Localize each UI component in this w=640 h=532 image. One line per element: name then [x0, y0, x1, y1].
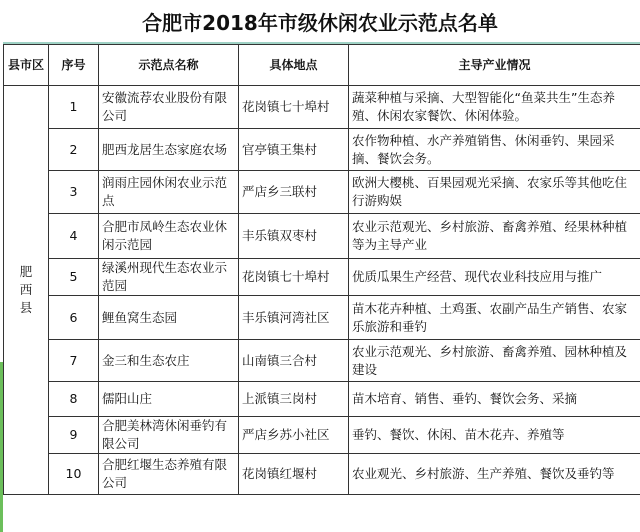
header-location: 具体地点	[239, 45, 349, 86]
site-name-cell: 合肥美林湾休闲垂钓有限公司	[99, 417, 239, 454]
location-cell: 上派镇三岗村	[239, 382, 349, 417]
document-title: 合肥市2018年市级休闲农业示范点名单	[142, 11, 498, 35]
industry-cell: 农作物种植、水产养殖销售、休闲垂钓、果园采摘、餐饮会务。	[349, 129, 640, 171]
table-row	[4, 382, 640, 417]
location-cell: 花岗镇红堰村	[239, 454, 349, 495]
seq-cell: 8	[49, 382, 99, 417]
site-name-cell: 绿溪州现代生态农业示范园	[99, 259, 239, 296]
seq-cell: 10	[49, 454, 99, 495]
industry-cell: 欧洲大樱桃、百果园观光采摘、农家乐等其他吃住行游购娱	[349, 171, 640, 214]
table-row	[4, 340, 640, 382]
location-cell: 山南镇三合村	[239, 340, 349, 382]
seq-cell: 1	[49, 86, 99, 129]
location-cell: 严店乡苏小社区	[239, 417, 349, 454]
table-row	[4, 296, 640, 340]
seq-cell: 5	[49, 259, 99, 296]
site-name-cell: 儒阳山庄	[99, 382, 239, 417]
seq-cell: 3	[49, 171, 99, 214]
industry-cell: 垂钓、餐饮、休闲、苗木花卉、养殖等	[349, 417, 640, 454]
table-row	[4, 129, 640, 171]
seq-cell: 2	[49, 129, 99, 171]
header-industry: 主导产业情况	[349, 45, 640, 86]
table-row	[4, 454, 640, 495]
industry-cell: 蔬菜种植与采摘、大型智能化“鱼菜共生”生态养殖、休闲农家餐饮、休闲体验。	[349, 86, 640, 129]
county-name: 肥西县	[19, 264, 33, 315]
header-site-name: 示范点名称	[99, 45, 239, 86]
site-name-cell: 金三和生态农庄	[99, 340, 239, 382]
seq-cell: 4	[49, 214, 99, 259]
table-row	[4, 86, 640, 129]
seq-cell: 6	[49, 296, 99, 340]
industry-cell: 农业示范观光、乡村旅游、畜禽养殖、经果林种植等为主导产业	[349, 214, 640, 259]
site-name-cell: 鲤鱼窝生态园	[99, 296, 239, 340]
header-seq: 序号	[49, 45, 99, 86]
industry-cell: 苗木培育、销售、垂钓、餐饮会务、采摘	[349, 382, 640, 417]
site-name-cell: 安徽流荐农业股份有限公司	[99, 86, 239, 129]
location-cell: 严店乡三联村	[239, 171, 349, 214]
industry-cell: 农业示范观光、乡村旅游、畜禽养殖、园林种植及建设	[349, 340, 640, 382]
demo-site-table	[3, 44, 640, 495]
industry-cell: 优质瓜果生产经营、现代农业科技应用与推广	[349, 259, 640, 296]
location-cell: 花岗镇七十埠村	[239, 259, 349, 296]
table-header-row	[4, 45, 640, 86]
location-cell: 丰乐镇双枣村	[239, 214, 349, 259]
county-cell	[4, 86, 49, 495]
seq-cell: 9	[49, 417, 99, 454]
location-cell: 官亭镇王集村	[239, 129, 349, 171]
table-row	[4, 171, 640, 214]
location-cell: 花岗镇七十埠村	[239, 86, 349, 129]
table-row	[4, 259, 640, 296]
industry-cell: 农业观光、乡村旅游、生产养殖、餐饮及垂钓等	[349, 454, 640, 495]
site-name-cell: 合肥市凤岭生态农业休闲示范园	[99, 214, 239, 259]
table-row	[4, 417, 640, 454]
site-name-cell: 合肥红堰生态养殖有限公司	[99, 454, 239, 495]
header-county: 县市区	[4, 45, 49, 86]
industry-cell: 苗木花卉种植、土鸡蛋、农副产品生产销售、农家乐旅游和垂钓	[349, 296, 640, 340]
site-name-cell: 肥西龙居生态家庭农场	[99, 129, 239, 171]
table-row	[4, 214, 640, 259]
location-cell: 丰乐镇河湾社区	[239, 296, 349, 340]
site-name-cell: 润雨庄园休闲农业示范点	[99, 171, 239, 214]
seq-cell: 7	[49, 340, 99, 382]
